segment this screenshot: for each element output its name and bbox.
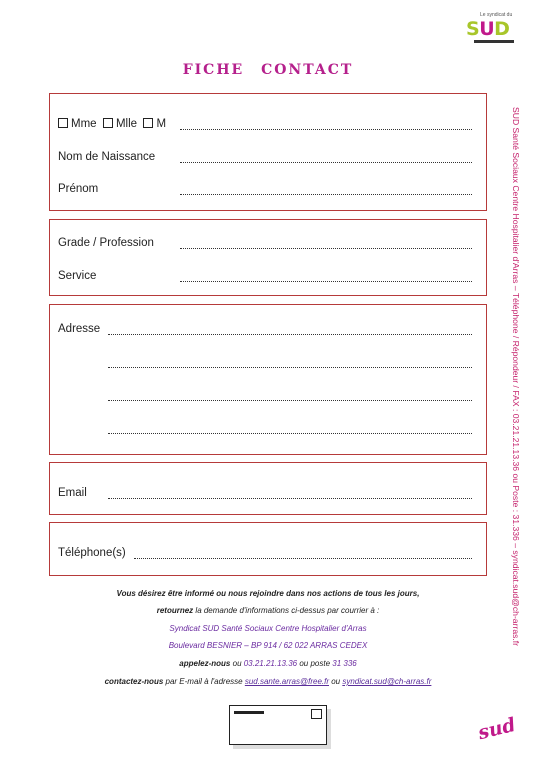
info-poste-label: ou poste: [297, 659, 333, 668]
info-email-or: ou: [329, 677, 343, 686]
info-contact-label: contactez-nous: [104, 677, 164, 686]
civility-field[interactable]: [180, 129, 472, 130]
prenom-field[interactable]: [180, 194, 472, 195]
telephone-field[interactable]: [134, 558, 472, 559]
label-email: Email: [58, 487, 87, 499]
label-m: M: [156, 118, 167, 130]
sud-bottom-logo: sud: [475, 713, 518, 745]
adresse-field-3[interactable]: [108, 400, 472, 401]
email-field[interactable]: [108, 498, 472, 499]
sidebar-text: SUD Santé Sociaux Centre Hospitalier d'Arras – Téléphone / Répondeur / FAX : 03.21.21.13.36 ou Poste : 31.336 – syndicat.sud@ch-arras.fr: [511, 107, 521, 647]
email-link-1[interactable]: sud.sante.arras@free.fr: [244, 677, 329, 686]
checkbox-mlle[interactable]: [103, 118, 113, 128]
label-prenom: Prénom: [58, 183, 99, 195]
info-call-or: ou: [230, 659, 244, 668]
sud-logo: [466, 12, 522, 48]
logo-bar: [474, 40, 514, 43]
info-email-line: [0, 677, 536, 686]
page-title: FICHE CONTACT: [182, 62, 354, 78]
info-phone-line: [0, 659, 536, 668]
info-phone-number: 03.21.21.13.36: [243, 659, 298, 668]
label-mme: Mme: [71, 118, 97, 130]
info-address-name: Syndicat SUD Santé Sociaux Centre Hospitalier d'Arras: [169, 624, 367, 633]
checkbox-m[interactable]: [143, 118, 153, 128]
envelope-icon: [229, 705, 327, 745]
label-adresse: Adresse: [58, 323, 101, 335]
info-line-1: [0, 589, 536, 598]
nom-naissance-field[interactable]: [180, 162, 472, 163]
civility-row: [58, 118, 166, 130]
info-line-2: [0, 606, 536, 615]
info-call-label: appelez-nous: [179, 659, 231, 668]
info-address-street: Boulevard BESNIER – BP 914 / 62 022 ARRAS CEDEX: [168, 641, 368, 650]
email-link-2[interactable]: syndicat.sud@ch-arras.fr: [342, 677, 432, 686]
logo-letter-d: D: [494, 18, 510, 40]
identity-section: [49, 93, 487, 211]
logo-text: [466, 18, 509, 40]
info-poste-number: 31 336: [332, 659, 357, 668]
phone-section: [49, 522, 487, 576]
label-telephone: Téléphone(s): [58, 547, 126, 559]
label-mlle: Mlle: [115, 118, 138, 130]
adresse-field-1[interactable]: [108, 334, 472, 335]
info-line-1-text: Vous désirez être informé ou nous rejoindre dans nos actions de tous les jours,: [116, 589, 420, 598]
address-section: [49, 304, 487, 455]
info-line-2-text: la demande d'informations ci-dessus par courrier à :: [193, 606, 380, 615]
logo-letter-u: U: [479, 18, 495, 40]
info-line-2-bold: retournez: [156, 606, 194, 615]
envelope-stamp: [311, 709, 322, 719]
label-nom-naissance: Nom de Naissance: [58, 151, 156, 163]
adresse-field-4[interactable]: [108, 433, 472, 434]
grade-field[interactable]: [180, 248, 472, 249]
adresse-field-2[interactable]: [108, 367, 472, 368]
checkbox-mme[interactable]: [58, 118, 68, 128]
info-email-intro: par E-mail à l'adresse: [163, 677, 245, 686]
envelope-address-line: [234, 711, 264, 714]
profession-section: [49, 219, 487, 296]
email-section: [49, 462, 487, 515]
logo-small-text: Le syndicat du: [480, 12, 513, 18]
service-field[interactable]: [180, 281, 472, 282]
logo-letter-s: S: [466, 18, 480, 40]
label-grade: Grade / Profession: [58, 237, 154, 249]
label-service: Service: [58, 270, 97, 282]
